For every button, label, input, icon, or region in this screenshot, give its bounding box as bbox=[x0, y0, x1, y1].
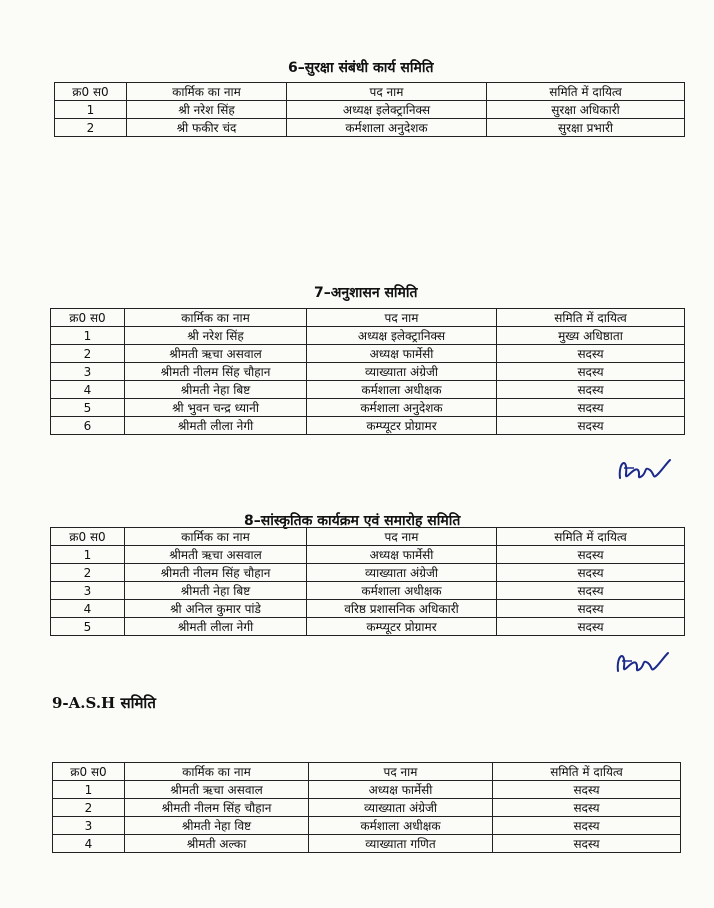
cell-post: कम्प्यूटर प्रोग्रामर bbox=[307, 417, 497, 435]
cell-post: अध्यक्ष फार्मेसी bbox=[309, 781, 493, 799]
cell-duty: सदस्य bbox=[497, 618, 685, 636]
cell-post: अध्यक्ष इलेक्ट्रानिक्स bbox=[307, 327, 497, 345]
cell-sr: 1 bbox=[51, 546, 125, 564]
cell-duty: सदस्य bbox=[493, 817, 681, 835]
cell-sr: 4 bbox=[51, 600, 125, 618]
cell-name: श्रीमती ऋचा असवाल bbox=[125, 781, 309, 799]
cell-duty: सदस्य bbox=[497, 600, 685, 618]
cell-name: श्रीमती नीलम सिंह चौहान bbox=[125, 564, 307, 582]
cell-sr: 3 bbox=[53, 817, 125, 835]
cell-duty: सदस्य bbox=[493, 799, 681, 817]
table-row bbox=[51, 345, 685, 363]
cell-sr: 2 bbox=[53, 799, 125, 817]
table-row bbox=[51, 546, 685, 564]
table-row bbox=[51, 564, 685, 582]
header-duty: समिति में दायित्व bbox=[487, 83, 685, 101]
table-row bbox=[51, 327, 685, 345]
cell-duty: सदस्य bbox=[493, 835, 681, 853]
cell-duty: सदस्य bbox=[497, 582, 685, 600]
cell-duty: सदस्य bbox=[497, 417, 685, 435]
cell-post: व्याख्याता अंग्रेजी bbox=[309, 799, 493, 817]
cell-post: अध्यक्ष फार्मेसी bbox=[307, 546, 497, 564]
table-row bbox=[51, 363, 685, 381]
cell-sr: 3 bbox=[51, 363, 125, 381]
table-row bbox=[51, 582, 685, 600]
cell-sr: 1 bbox=[51, 327, 125, 345]
cell-name: श्रीमती नीलम सिंह चौहान bbox=[125, 363, 307, 381]
cell-name: श्री फकीर चंद bbox=[127, 119, 287, 137]
cell-sr: 1 bbox=[53, 781, 125, 799]
header-sr: क्र0 स0 bbox=[51, 309, 125, 327]
header-name: कार्मिक का नाम bbox=[125, 763, 309, 781]
table-row bbox=[53, 799, 681, 817]
cell-post: कर्मशाला अधीक्षक bbox=[307, 582, 497, 600]
cell-post: व्याख्याता अंग्रेजी bbox=[307, 564, 497, 582]
cell-sr: 1 bbox=[55, 101, 127, 119]
cell-sr: 5 bbox=[51, 399, 125, 417]
cell-name: श्री नरेश सिंह bbox=[125, 327, 307, 345]
table-header-row bbox=[51, 528, 685, 546]
cell-name: श्री नरेश सिंह bbox=[127, 101, 287, 119]
signature-icon bbox=[614, 452, 674, 486]
cell-duty: सदस्य bbox=[497, 564, 685, 582]
committee-8-table bbox=[50, 527, 685, 636]
signature-icon bbox=[612, 645, 672, 679]
header-duty: समिति में दायित्व bbox=[497, 309, 685, 327]
header-post: पद नाम bbox=[287, 83, 487, 101]
table-row bbox=[51, 618, 685, 636]
committee-9-title: 9-A.S.H समिति bbox=[52, 694, 156, 712]
header-duty: समिति में दायित्व bbox=[497, 528, 685, 546]
table-row bbox=[53, 817, 681, 835]
cell-duty: सदस्य bbox=[497, 546, 685, 564]
header-name: कार्मिक का नाम bbox=[127, 83, 287, 101]
cell-sr: 2 bbox=[55, 119, 127, 137]
header-post: पद नाम bbox=[307, 309, 497, 327]
cell-duty: सुरक्षा प्रभारी bbox=[487, 119, 685, 137]
cell-name: श्रीमती नेहा बिष्ट bbox=[125, 582, 307, 600]
committee-9-table bbox=[52, 762, 681, 853]
cell-duty: सदस्य bbox=[497, 345, 685, 363]
cell-post: वरिष्ठ प्रशासनिक अधिकारी bbox=[307, 600, 497, 618]
table-header-row bbox=[51, 309, 685, 327]
table-row bbox=[51, 417, 685, 435]
cell-name: श्री अनिल कुमार पांडे bbox=[125, 600, 307, 618]
cell-sr: 4 bbox=[53, 835, 125, 853]
table-row bbox=[51, 381, 685, 399]
cell-name: श्रीमती लीला नेगी bbox=[125, 417, 307, 435]
cell-sr: 5 bbox=[51, 618, 125, 636]
cell-post: व्याख्याता गणित bbox=[309, 835, 493, 853]
cell-post: कर्मशाला अनुदेशक bbox=[287, 119, 487, 137]
committee-6-table bbox=[54, 82, 685, 137]
cell-name: श्रीमती ऋचा असवाल bbox=[125, 345, 307, 363]
table-row bbox=[53, 781, 681, 799]
cell-post: व्याख्याता अंग्रेजी bbox=[307, 363, 497, 381]
cell-name: श्री भुवन चन्द्र ध्यानी bbox=[125, 399, 307, 417]
cell-name: श्रीमती नेहा विष्ट bbox=[125, 817, 309, 835]
cell-post: कर्मशाला अनुदेशक bbox=[307, 399, 497, 417]
cell-duty: सुरक्षा अधिकारी bbox=[487, 101, 685, 119]
header-sr: क्र0 स0 bbox=[53, 763, 125, 781]
table-header-row bbox=[55, 83, 685, 101]
cell-name: श्रीमती अल्का bbox=[125, 835, 309, 853]
header-name: कार्मिक का नाम bbox=[125, 528, 307, 546]
header-duty: समिति में दायित्व bbox=[493, 763, 681, 781]
header-sr: क्र0 स0 bbox=[55, 83, 127, 101]
cell-duty: मुख्य अधिष्ठाता bbox=[497, 327, 685, 345]
cell-sr: 6 bbox=[51, 417, 125, 435]
committee-7-title: 7–अनुशासन समिति bbox=[314, 285, 418, 301]
cell-name: श्रीमती नेहा बिष्ट bbox=[125, 381, 307, 399]
table-header-row bbox=[53, 763, 681, 781]
cell-sr: 4 bbox=[51, 381, 125, 399]
table-row bbox=[53, 835, 681, 853]
header-post: पद नाम bbox=[307, 528, 497, 546]
cell-sr: 3 bbox=[51, 582, 125, 600]
cell-sr: 2 bbox=[51, 564, 125, 582]
table-row bbox=[55, 119, 685, 137]
cell-duty: सदस्य bbox=[497, 363, 685, 381]
cell-sr: 2 bbox=[51, 345, 125, 363]
cell-post: अध्यक्ष फार्मेसी bbox=[307, 345, 497, 363]
committee-8-title: 8–सांस्कृतिक कार्यक्रम एवं समारोह समिति bbox=[244, 513, 461, 529]
table-row bbox=[51, 399, 685, 417]
header-sr: क्र0 स0 bbox=[51, 528, 125, 546]
cell-post: कर्मशाला अधीक्षक bbox=[309, 817, 493, 835]
cell-name: श्रीमती लीला नेगी bbox=[125, 618, 307, 636]
table-row bbox=[51, 600, 685, 618]
cell-name: श्रीमती नीलम सिंह चौहान bbox=[125, 799, 309, 817]
committee-6-title: 6–सुरक्षा संबंधी कार्य समिति bbox=[288, 60, 434, 76]
cell-post: कम्प्यूटर प्रोग्रामर bbox=[307, 618, 497, 636]
cell-name: श्रीमती ऋचा असवाल bbox=[125, 546, 307, 564]
header-post: पद नाम bbox=[309, 763, 493, 781]
cell-post: कर्मशाला अधीक्षक bbox=[307, 381, 497, 399]
cell-post: अध्यक्ष इलेक्ट्रानिक्स bbox=[287, 101, 487, 119]
committee-7-table bbox=[50, 308, 685, 435]
table-row bbox=[55, 101, 685, 119]
cell-duty: सदस्य bbox=[497, 399, 685, 417]
cell-duty: सदस्य bbox=[493, 781, 681, 799]
header-name: कार्मिक का नाम bbox=[125, 309, 307, 327]
cell-duty: सदस्य bbox=[497, 381, 685, 399]
